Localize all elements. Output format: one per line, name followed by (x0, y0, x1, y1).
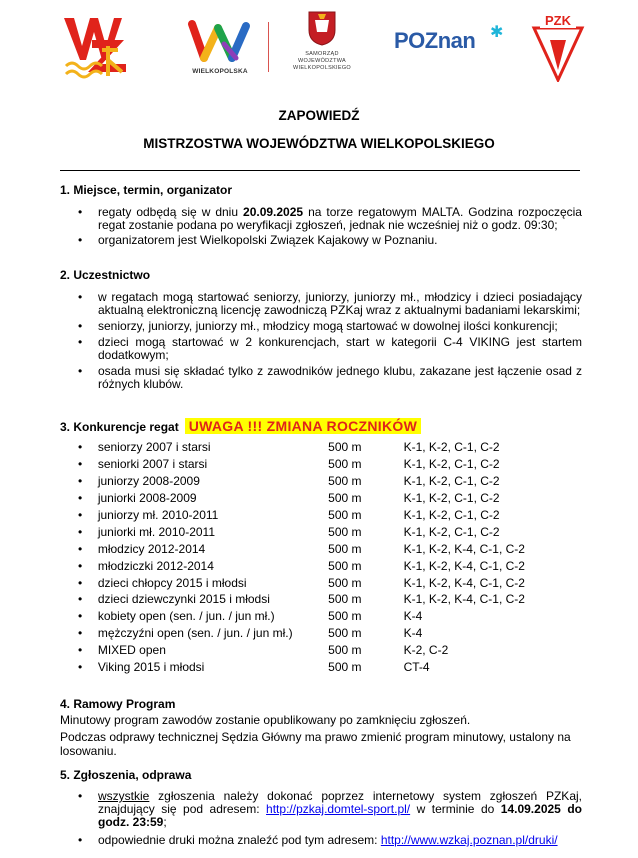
bullet-icon: • (78, 558, 83, 573)
competition-distance: 500 m (328, 474, 362, 489)
competition-category: juniorki mł. 2010-2011 (97, 524, 216, 539)
competition-category: juniorzy 2008-2009 (97, 474, 200, 489)
samorzad-line-1: SAMORZĄD (305, 51, 339, 57)
forms-link[interactable]: http://www.wzkaj.poznan.pl/druki/ (380, 833, 558, 847)
pzk-logo-text: PZK (545, 13, 571, 28)
competition-boats: CT-4 (403, 660, 430, 675)
competition-distance: 500 m (328, 541, 362, 556)
alert-banner: UWAGA !!! ZMIANA ROCZNIKÓW (185, 418, 421, 434)
competition-row (60, 473, 582, 490)
text-fragment: odpowiednie druki można znaleźć pod tym adresem: (98, 833, 381, 847)
competition-distance: 500 m (328, 440, 362, 455)
competition-category: młodziczki 2012-2014 (97, 558, 214, 573)
section-2-item: • seniorzy, juniorzy, juniorzy mł., młodzicy mogą startować w dowolnej ilości konkurencji; (60, 320, 582, 333)
competition-distance: 500 m (328, 457, 362, 472)
section-2-item: • dzieci mogą startować w 2 konkurencjach, start w kategorii C-4 VIKING jest startem dodatkowym; (60, 336, 582, 362)
competition-boats: K-1, K-2, C-1, C-2 (403, 508, 500, 522)
section-3-title: 3. Konkurencje regat (60, 420, 179, 434)
competition-boats: K-1, K-2, K-4, C-1, C-2 (403, 541, 525, 556)
competition-row (60, 642, 582, 659)
competition-table (60, 439, 582, 675)
samorzad-logo (282, 10, 362, 82)
competition-category: kobiety open (sen. / jun. / jun mł.) (97, 609, 275, 624)
competition-row (60, 523, 582, 540)
bullet-icon: • (78, 440, 83, 455)
section-2-item: • w regatach mogą startować seniorzy, juniorzy, juniorzy mł., młodzicy i dzieci posiadający aktualną elektroniczną licencję zawodniczą PZKaj wraz z aktualnymi badaniami lekarskimi; (60, 291, 582, 317)
samorzad-line-2: WOJEWÓDZTWA (297, 58, 346, 64)
document-subtitle: MISTRZOSTWA WOJEWÓDZTWA WIELKOPOLSKIEGO (143, 136, 495, 151)
competition-boats: K-1, K-2, K-4, C-1, C-2 (403, 592, 525, 607)
poznan-logo (394, 24, 504, 58)
section-2-title: 2. Uczestnictwo (60, 268, 151, 282)
competition-distance: 500 m (328, 491, 362, 506)
competition-row (60, 625, 582, 642)
competition-distance: 500 m (328, 575, 362, 590)
bullet-icon: • (78, 592, 83, 607)
competition-distance: 500 m (328, 609, 362, 624)
poznan-logo-text: POZnan (394, 28, 476, 53)
bullet-icon: • (78, 609, 83, 624)
wzk-logo (62, 10, 140, 80)
competition-category: dzieci dziewczynki 2015 i młodsi (97, 592, 270, 607)
header-divider (60, 170, 580, 171)
section-1-item (60, 234, 582, 247)
competition-boats: K-1, K-2, C-1, C-2 (403, 457, 500, 472)
logo-divider (268, 22, 269, 72)
competition-row (60, 439, 582, 456)
text-fragment: zgłoszenia należy dokonać poprzez internetowy system zgłoszeń PZKaj, znajdujący się pod adresem: (98, 789, 582, 816)
competition-distance: 500 m (328, 660, 362, 675)
section-4-paragraph-1: Minutowy program zawodów zostanie opublikowany po zamknięciu zgłoszeń. (60, 713, 471, 727)
section-2-item: • osada musi się składać tylko z zawodników jednego klubu, zakazane jest łączenie osad z różnych klubów. (60, 365, 582, 391)
section-2 (60, 268, 582, 391)
competition-row (60, 574, 582, 591)
section-1 (60, 183, 582, 247)
text-fragment: ; (163, 815, 167, 829)
competition-distance: 500 m (328, 524, 362, 539)
bullet-icon: • (78, 626, 83, 641)
competition-row (60, 591, 582, 608)
bullet-icon: • (78, 575, 83, 590)
competition-boats: K-2, C-2 (403, 643, 449, 658)
text-fragment: w terminie do (410, 802, 501, 816)
text-fragment: organizatorem jest Wielkopolski Związek Kajakowy w Poznaniu. (98, 233, 438, 247)
section-5 (60, 768, 582, 847)
competition-distance: 500 m (328, 558, 362, 573)
star-icon: ✱ (490, 24, 504, 41)
section-5-item (60, 834, 582, 847)
section-1-item (60, 206, 582, 232)
competition-category: młodzicy 2012-2014 (97, 541, 206, 556)
competition-boats: K-1, K-2, K-4, C-1, C-2 (403, 558, 525, 573)
bullet-icon: • (78, 508, 83, 522)
wielkopolska-logo (180, 18, 260, 80)
competition-boats: K-1, K-2, C-1, C-2 (403, 474, 500, 489)
bullet-icon: • (78, 474, 83, 489)
competition-row (60, 557, 582, 574)
competition-category: seniorki 2007 i starsi (97, 457, 208, 472)
competition-boats: K-1, K-2, K-4, C-1, C-2 (403, 575, 525, 590)
competition-category: MIXED open (97, 643, 166, 658)
competition-row (60, 490, 582, 507)
section-5-list (60, 790, 582, 847)
competition-distance: 500 m (328, 508, 362, 522)
competition-row (60, 456, 582, 473)
wielkopolska-logo-text: WIELKOPOLSKA (192, 68, 248, 75)
competition-category: mężczyźni open (sen. / jun. / jun mł.) (97, 626, 293, 641)
logo-bar (0, 0, 638, 92)
section-4-title: 4. Ramowy Program (60, 697, 176, 711)
samorzad-line-3: WIELKOPOLSKIEGO (293, 65, 351, 71)
pzk-logo (528, 10, 588, 82)
competition-boats: K-4 (403, 609, 423, 624)
section-4-paragraph-2: Podczas odprawy technicznej Sędzia Główny ma prawo zmienić program minutowy, ustalony na losowaniu. (60, 730, 571, 758)
bullet-icon: • (78, 491, 83, 506)
bullet-icon: • (78, 524, 83, 539)
competition-category: juniorki 2008-2009 (97, 491, 197, 506)
section-1-list (60, 206, 582, 247)
section-1-title: 1. Miejsce, termin, organizator (60, 183, 233, 197)
competition-category: dzieci chłopcy 2015 i młodsi (97, 575, 247, 590)
bullet-icon: • (78, 660, 83, 675)
document-title: ZAPOWIEDŹ (278, 108, 360, 123)
section-3 (60, 418, 582, 675)
text-fragment: regaty odbędą się w dniu (98, 205, 244, 219)
competition-row (60, 659, 582, 676)
text-fragment: wszystkie (98, 789, 150, 803)
section-2-list (60, 291, 582, 391)
registration-deadline: 14.09.2025 do godz. 23:59 (98, 802, 582, 829)
competition-boats: K-1, K-2, C-1, C-2 (403, 524, 500, 539)
competition-boats: K-4 (403, 626, 423, 641)
competition-category: seniorzy 2007 i starsi (97, 440, 211, 455)
competition-row (60, 540, 582, 557)
event-date: 20.09.2025 (243, 205, 304, 219)
section-5-title: 5. Zgłoszenia, odprawa (60, 768, 192, 782)
competition-category: Viking 2015 i młodsi (97, 660, 205, 675)
bullet-icon: • (78, 541, 83, 556)
coat-of-arms-icon (307, 10, 337, 46)
competition-row (60, 608, 582, 625)
section-4 (60, 697, 582, 758)
section-3-header (60, 418, 582, 434)
competition-boats: K-1, K-2, C-1, C-2 (403, 491, 500, 506)
text-fragment: na torze regatowym MALTA. Godzina rozpoczęcia regat zostanie podana po weryfikacji zgłoszeń, jednak nie wcześniej niż o godz. 09:30; (98, 205, 582, 232)
competition-boats: K-1, K-2, C-1, C-2 (403, 440, 500, 455)
competition-distance: 500 m (328, 592, 362, 607)
competition-distance: 500 m (328, 643, 362, 658)
bullet-icon: • (78, 643, 83, 658)
registration-link[interactable]: http://pzkaj.domtel-sport.pl/ (266, 802, 411, 816)
bullet-icon: • (78, 457, 83, 472)
competition-category: juniorzy mł. 2010-2011 (97, 508, 219, 522)
competition-row (60, 507, 582, 524)
section-5-item (60, 790, 582, 829)
competition-distance: 500 m (328, 626, 362, 641)
